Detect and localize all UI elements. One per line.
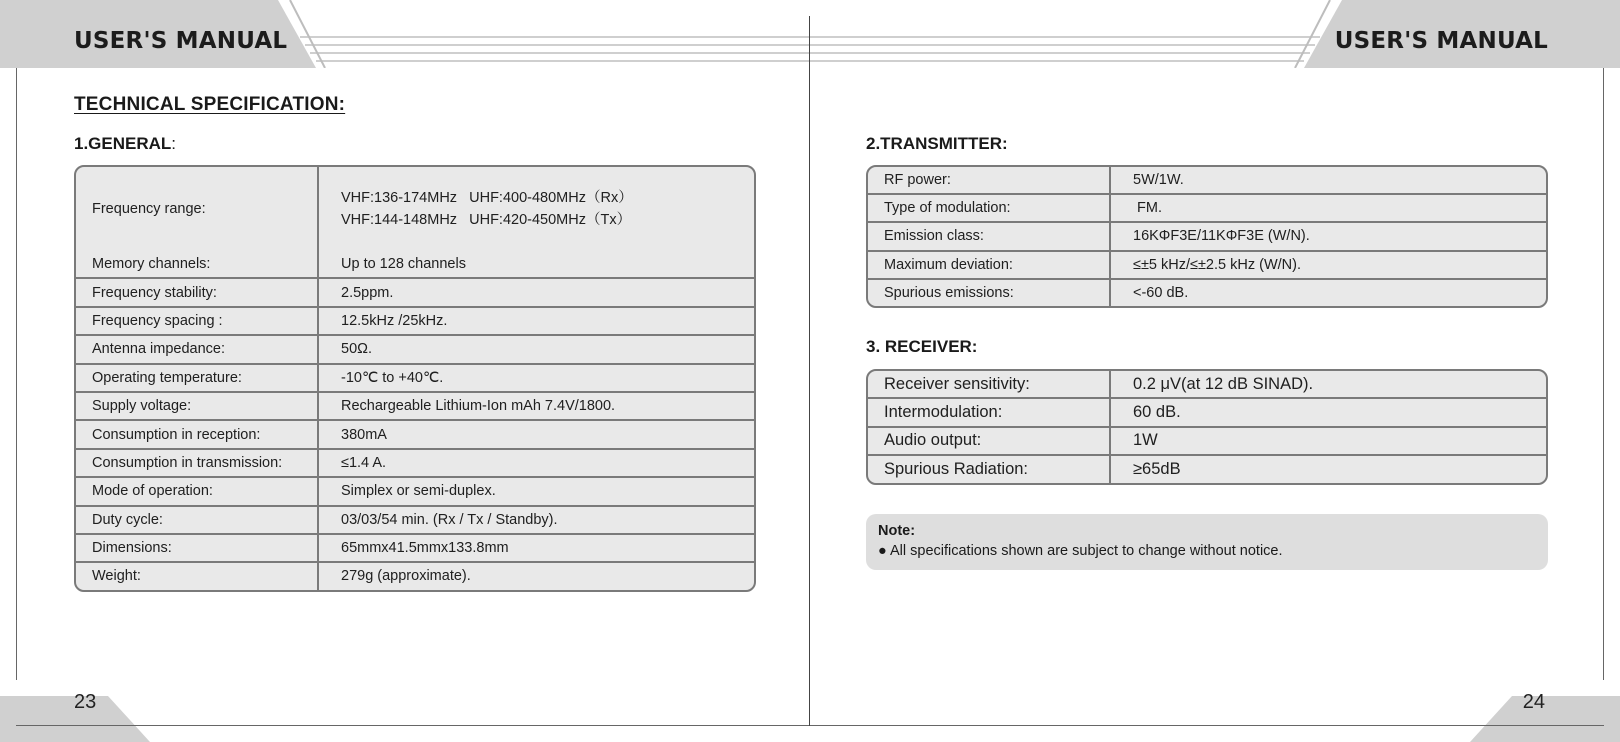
footer-shape-right bbox=[1470, 696, 1620, 742]
table-row bbox=[868, 221, 1546, 249]
spec-value: -10℃ to +40℃. bbox=[341, 369, 444, 386]
note-title: Note: bbox=[878, 523, 916, 539]
spec-label-cell bbox=[76, 478, 319, 504]
spec-value: 1W bbox=[1133, 431, 1158, 450]
page-border-right bbox=[1603, 68, 1604, 680]
spec-value-cell bbox=[319, 336, 754, 362]
spec-label: Emission class: bbox=[884, 228, 984, 245]
table-row bbox=[868, 454, 1546, 482]
spec-value-cell bbox=[319, 393, 754, 419]
spec-label-cell bbox=[76, 535, 319, 561]
spec-label: Receiver sensitivity: bbox=[884, 374, 1030, 393]
spec-label-cell bbox=[868, 399, 1111, 425]
spec-value: ≤1.4 A. bbox=[341, 454, 387, 471]
spec-label: Operating temperature: bbox=[92, 369, 242, 386]
header-title-left: USER'S MANUAL bbox=[74, 28, 288, 54]
spec-value: 5W/1W. bbox=[1133, 172, 1184, 189]
spec-label: Supply voltage: bbox=[92, 398, 192, 415]
spec-value-cell bbox=[319, 251, 754, 277]
spec-label: Frequency spacing : bbox=[92, 312, 223, 329]
spec-label-cell bbox=[76, 507, 319, 533]
spec-label-cell bbox=[868, 371, 1111, 397]
table-row bbox=[76, 334, 754, 362]
spec-value: Simplex or semi-duplex. bbox=[341, 483, 496, 500]
spec-label-cell bbox=[76, 421, 319, 447]
spec-label-cell bbox=[76, 167, 319, 251]
spec-label-cell bbox=[76, 563, 319, 589]
spec-label-cell bbox=[868, 252, 1111, 278]
spec-label: Duty cycle: bbox=[92, 511, 163, 528]
spec-value-cell bbox=[319, 478, 754, 504]
receiver-spec-table bbox=[866, 369, 1548, 485]
spec-value-cell bbox=[319, 308, 754, 334]
spec-value-cell bbox=[1111, 280, 1546, 306]
table-row bbox=[76, 419, 754, 447]
spec-label: Antenna impedance: bbox=[92, 341, 226, 358]
spec-value-cell bbox=[319, 279, 754, 305]
table-row bbox=[76, 363, 754, 391]
spec-value: 65mmx41.5mmx133.8mm bbox=[341, 540, 509, 557]
spec-label-cell bbox=[76, 450, 319, 476]
spec-label-cell bbox=[76, 279, 319, 305]
spec-label-cell bbox=[868, 428, 1111, 454]
spec-label-cell bbox=[76, 251, 319, 277]
spec-label: Audio output: bbox=[884, 431, 982, 450]
table-row bbox=[76, 277, 754, 305]
table-row bbox=[868, 250, 1546, 278]
right-page bbox=[810, 0, 1620, 742]
page-number-left: 23 bbox=[74, 691, 97, 713]
general-spec-table bbox=[74, 165, 756, 592]
frequency-rx-value: VHF:136-174MHz UHF:400-480MHz（Rx） bbox=[341, 190, 633, 206]
spec-value: 03/03/54 min. (Rx / Tx / Standby). bbox=[341, 511, 558, 528]
spec-label: Intermodulation: bbox=[884, 403, 1003, 422]
spec-value-cell bbox=[319, 563, 754, 589]
table-row bbox=[76, 448, 754, 476]
spec-label: Frequency range: bbox=[92, 201, 206, 217]
spec-value: 60 dB. bbox=[1133, 403, 1181, 422]
spec-label: RF power: bbox=[884, 172, 951, 189]
spec-value: 12.5kHz /25kHz. bbox=[341, 312, 448, 329]
spec-label: Consumption in reception: bbox=[92, 426, 261, 443]
footer-tab-right bbox=[1470, 696, 1620, 742]
spec-label: Consumption in transmission: bbox=[92, 454, 283, 471]
spec-label: Frequency stability: bbox=[92, 284, 217, 301]
spec-value-cell bbox=[1111, 223, 1546, 249]
table-row bbox=[868, 426, 1546, 454]
spec-value-cell bbox=[1111, 399, 1546, 425]
table-row bbox=[76, 391, 754, 419]
transmitter-heading: 2.TRANSMITTER: bbox=[866, 134, 1008, 153]
table-row bbox=[76, 251, 754, 277]
table-row bbox=[76, 533, 754, 561]
table-row bbox=[76, 561, 754, 589]
transmitter-spec-table bbox=[866, 165, 1548, 308]
note-text: ● All specifications shown are subject to change without notice. bbox=[878, 543, 1283, 559]
general-heading bbox=[74, 134, 176, 154]
spec-value-cell bbox=[1111, 428, 1546, 454]
table-row bbox=[868, 193, 1546, 221]
spec-label: Spurious emissions: bbox=[884, 284, 1014, 301]
table-row bbox=[76, 306, 754, 334]
spec-label-cell bbox=[868, 195, 1111, 221]
receiver-heading: 3. RECEIVER: bbox=[866, 337, 978, 356]
spec-value-cell bbox=[1111, 371, 1546, 397]
header-title-right: USER'S MANUAL bbox=[1334, 28, 1548, 54]
spec-label: Type of modulation: bbox=[884, 200, 1011, 217]
table-row bbox=[868, 167, 1546, 193]
spec-label: Mode of operation: bbox=[92, 483, 213, 500]
spec-label-cell bbox=[868, 167, 1111, 193]
page-title: TECHNICAL SPECIFICATION: bbox=[74, 94, 346, 115]
spec-value-cell bbox=[1111, 195, 1546, 221]
spec-label: Maximum deviation: bbox=[884, 256, 1013, 273]
spec-label: Memory channels: bbox=[92, 256, 211, 273]
spec-value: <-60 dB. bbox=[1133, 284, 1189, 301]
spec-label: Dimensions: bbox=[92, 540, 172, 557]
spec-value: Up to 128 channels bbox=[341, 256, 466, 273]
spec-value: 2.5ppm. bbox=[341, 284, 394, 301]
note-box bbox=[866, 514, 1548, 570]
spec-label-cell bbox=[76, 365, 319, 391]
spec-value: 279g (approximate). bbox=[341, 568, 471, 585]
page-border-bottom-right bbox=[810, 725, 1604, 726]
spec-label-cell bbox=[76, 393, 319, 419]
spec-value: 16KΦF3E/11KΦF3E (W/N). bbox=[1133, 228, 1310, 245]
spec-value: 380mA bbox=[341, 426, 387, 443]
page-border-left bbox=[16, 68, 17, 680]
spec-value-cell bbox=[319, 450, 754, 476]
spec-value: 50Ω. bbox=[341, 341, 372, 358]
spec-value-cell bbox=[1111, 167, 1546, 193]
table-row bbox=[868, 397, 1546, 425]
spec-value: FM. bbox=[1133, 200, 1162, 217]
spec-value-cell bbox=[1111, 456, 1546, 482]
spec-label: Spurious Radiation: bbox=[884, 459, 1029, 478]
spec-value-cell bbox=[319, 535, 754, 561]
spec-value-cell bbox=[319, 167, 754, 251]
table-row bbox=[76, 167, 754, 251]
spec-label-cell bbox=[868, 456, 1111, 482]
spec-value-cell bbox=[319, 365, 754, 391]
table-row bbox=[868, 278, 1546, 306]
spec-label-cell bbox=[76, 308, 319, 334]
general-heading-colon: : bbox=[171, 134, 177, 153]
spec-value: ≥65dB bbox=[1133, 459, 1181, 478]
spec-value: 0.2 μV(at 12 dB SINAD). bbox=[1133, 374, 1314, 393]
spec-label-cell bbox=[76, 336, 319, 362]
spec-value: ≤±5 kHz/≤±2.5 kHz (W/N). bbox=[1133, 256, 1301, 273]
page-spine bbox=[809, 16, 810, 726]
spec-value-cell bbox=[319, 421, 754, 447]
general-heading-text: 1.GENERAL bbox=[74, 134, 172, 153]
spec-label: Weight: bbox=[92, 568, 141, 585]
frequency-tx-value: VHF:144-148MHz UHF:420-450MHz（Tx） bbox=[341, 212, 632, 228]
spec-value-cell bbox=[1111, 252, 1546, 278]
page-number-right: 24 bbox=[1522, 691, 1545, 713]
spec-label-cell bbox=[868, 280, 1111, 306]
page-border-bottom-left bbox=[16, 725, 810, 726]
table-row bbox=[76, 505, 754, 533]
spec-value-cell bbox=[319, 507, 754, 533]
spec-label-cell bbox=[868, 223, 1111, 249]
table-row bbox=[868, 371, 1546, 397]
spec-value: Rechargeable Lithium-Ion mAh 7.4V/1800. bbox=[341, 398, 616, 415]
table-row bbox=[76, 476, 754, 504]
